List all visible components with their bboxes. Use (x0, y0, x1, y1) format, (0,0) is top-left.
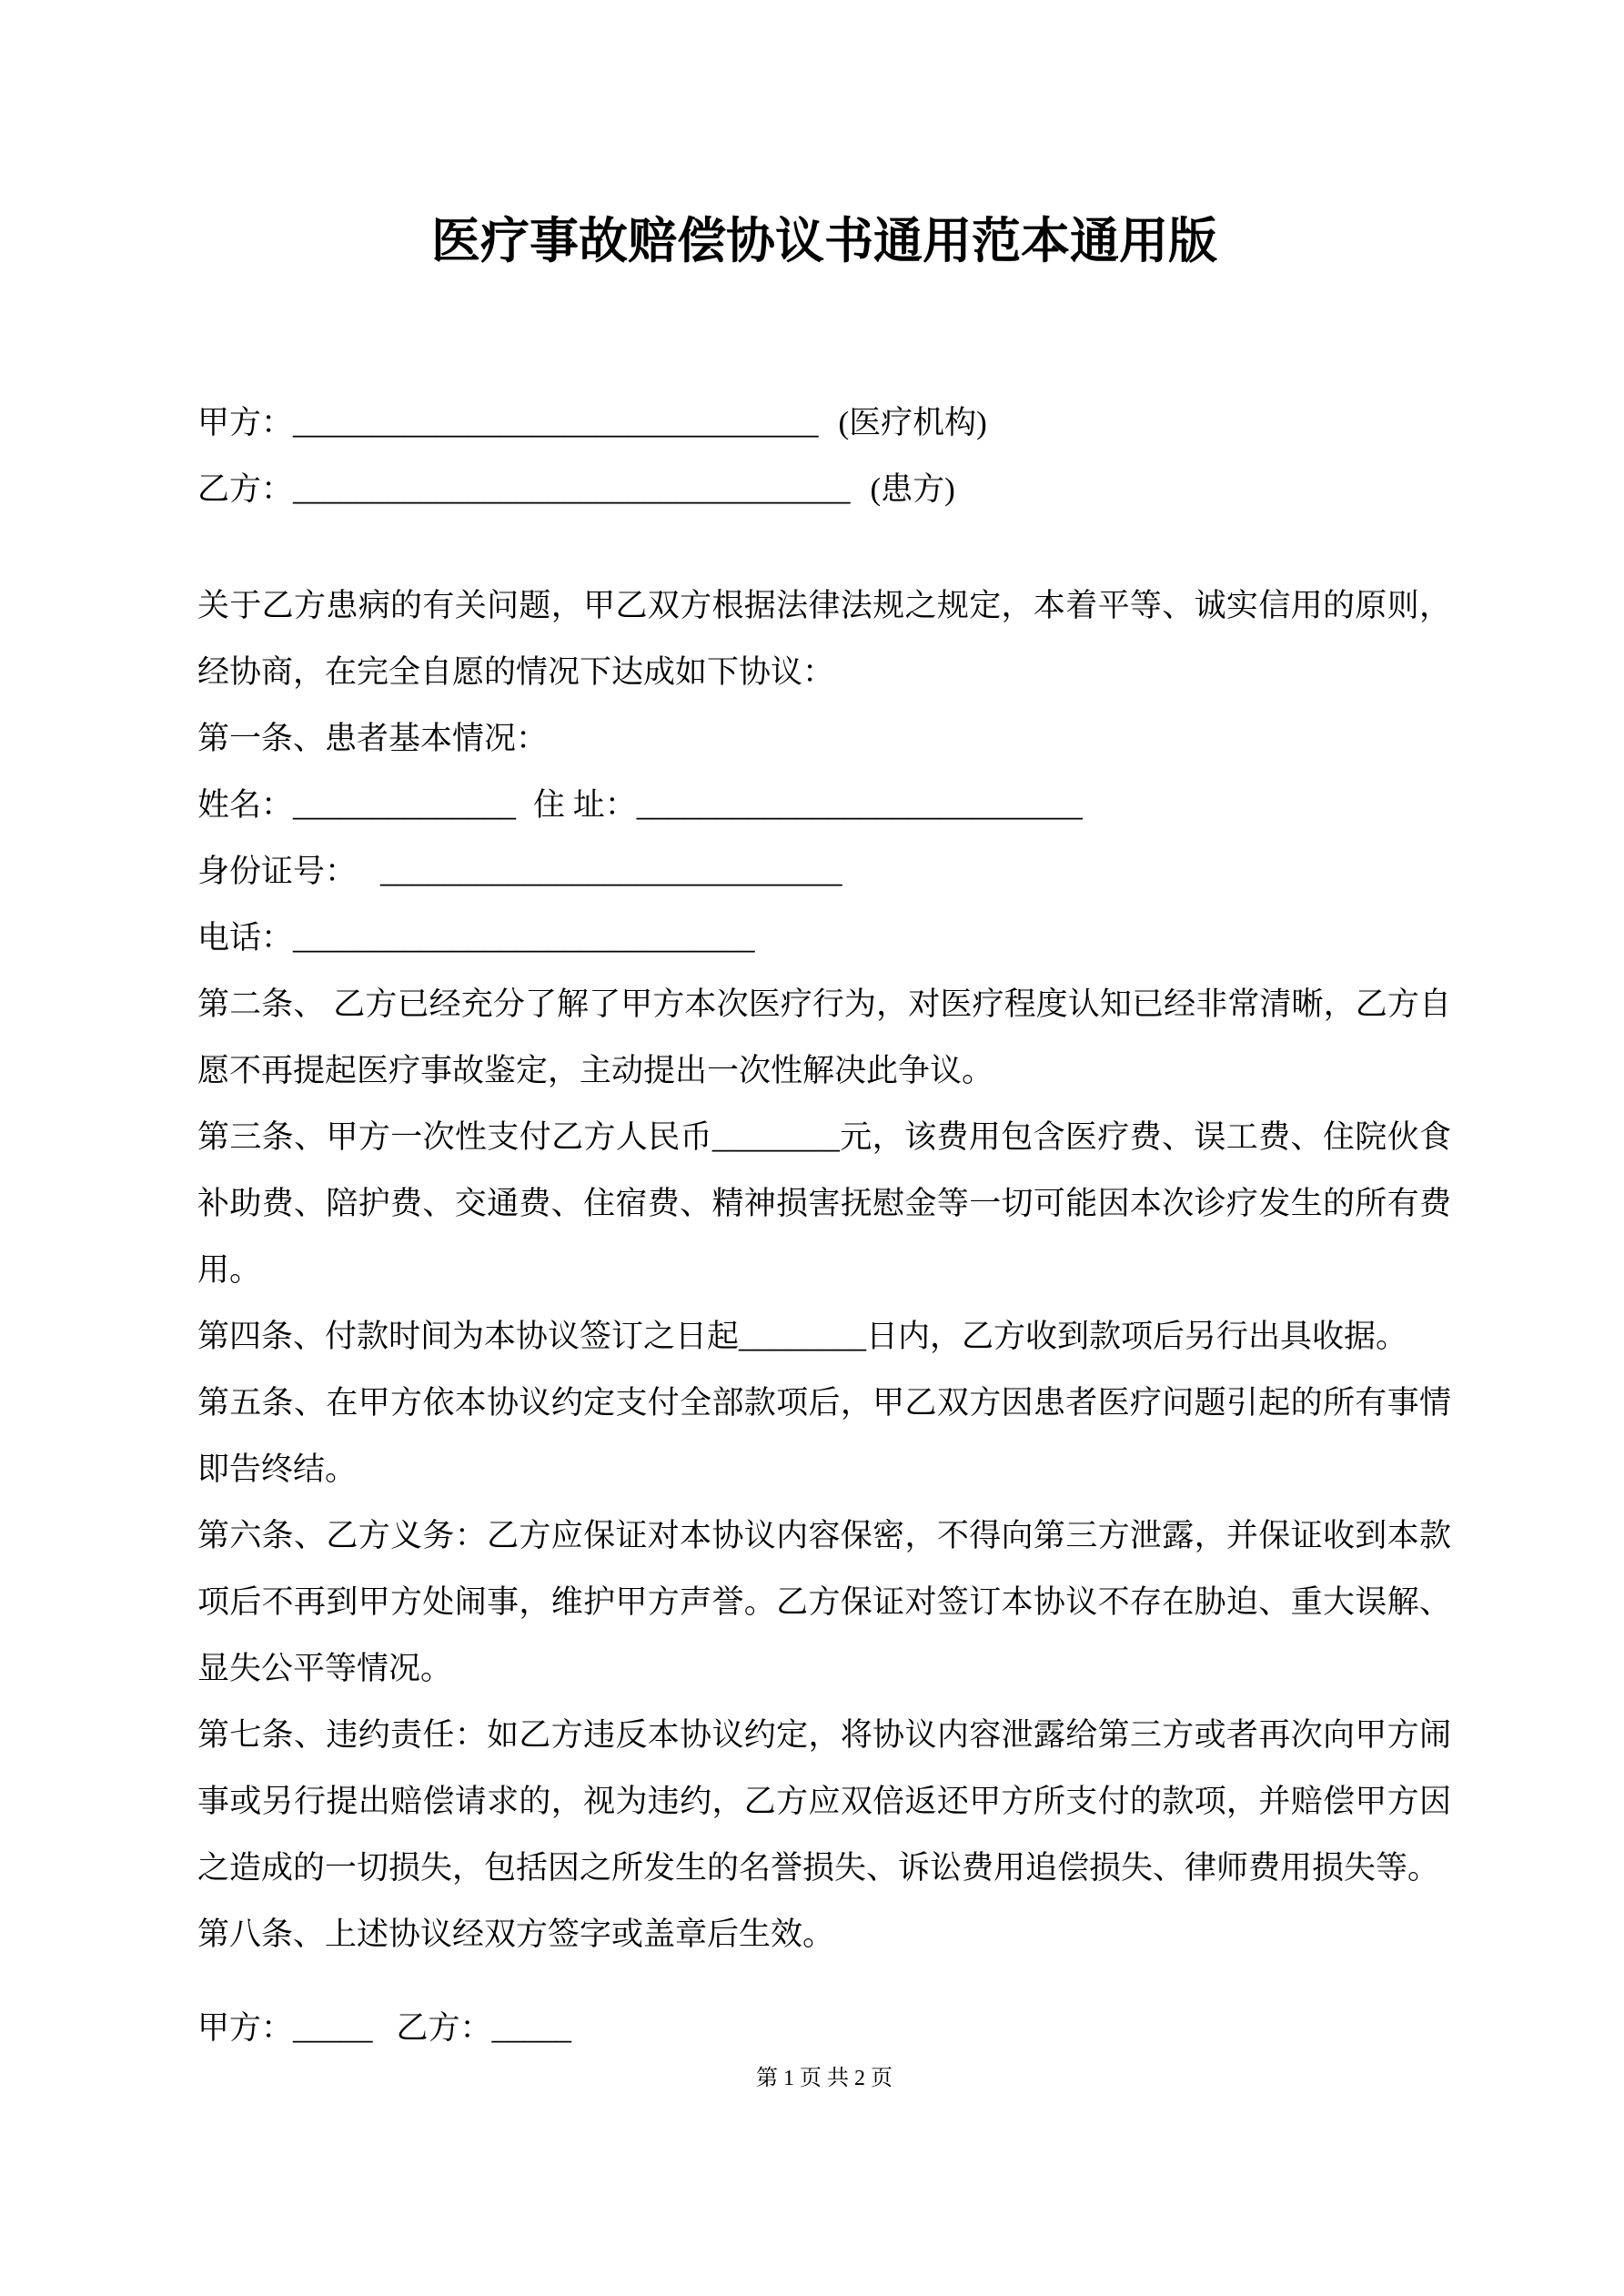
patient-id-label: 身份证号： (197, 854, 358, 889)
patient-phone-blank: _____________________________ (293, 920, 755, 956)
document-page (197, 0, 1451, 2094)
party-b-blank: ___________________________________ (293, 471, 851, 507)
patient-id-line (197, 838, 1451, 905)
signature-party-a-label: 甲方： (197, 2010, 294, 2046)
patient-name-label: 姓名： (197, 787, 294, 823)
party-b-note: (患方) (870, 471, 955, 507)
signature-party-b-blank: _____ (491, 2010, 572, 2046)
patient-name-address-line (197, 772, 1451, 838)
signature-party-a-blank: _____ (293, 2010, 373, 2046)
signature-line (197, 1995, 1451, 2061)
page-title: 医疗事故赔偿协议书通用范本通用版 (431, 214, 1217, 268)
clause-8-paragraph: 第八条、上述协议经双方签字或盖章后生效。 (197, 1917, 835, 1952)
patient-name-blank: ______________ (293, 787, 517, 823)
patient-id-blank: _____________________________ (380, 854, 842, 889)
clause-2-paragraph: 第二条、 乙方已经充分了解了甲方本次医疗行为，对医疗程度认知已经非常清晰，乙方自愿不再提起医疗事故鉴定，主动提出一次性解决此争议。 (197, 986, 1451, 1088)
patient-address-label: 住 址： (533, 787, 637, 823)
clause-4-paragraph: 第四条、付款时间为本协议签订之日起________日内，乙方收到款项后另行出具收据。 (197, 1319, 1408, 1354)
party-b-line (197, 456, 1451, 522)
patient-address-blank: ____________________________ (636, 787, 1083, 823)
party-b-label: 乙方： (197, 471, 294, 507)
party-a-label: 甲方： (197, 405, 294, 440)
patient-phone-line (197, 905, 1451, 971)
clause-1-heading: 第一条、患者基本情况： (197, 721, 549, 756)
intro-paragraph: 关于乙方患病的有关问题，甲乙双方根据法律法规之规定，本着平等、诚实信用的原则，经协商，在完全自愿的情况下达成如下协议： (197, 588, 1451, 690)
clause-5-paragraph: 第五条、在甲方依本协议约定支付全部款项后，甲乙双方因患者医疗问题引起的所有事情即告终结。 (197, 1385, 1451, 1487)
signature-party-b-label: 乙方： (396, 2010, 492, 2046)
party-a-blank: _________________________________ (293, 405, 819, 440)
party-a-note: (医疗机构) (838, 405, 987, 440)
patient-phone-label: 电话： (197, 920, 294, 956)
page-footer: 第 1 页 共 2 页 (756, 2067, 893, 2090)
clause-7-paragraph: 第七条、违约责任：如乙方违反本协议约定，将协议内容泄露给第三方或者再次向甲方闹事或另行提出赔偿请求的，视为违约，乙方应双倍返还甲方所支付的款项，并赔偿甲方因之造成的一切损失，包括因之所发生的名誉损失、诉讼费用追偿损失、律师费用损失等。 (197, 1717, 1451, 1886)
party-a-line (197, 389, 1451, 456)
clause-6-paragraph: 第六条、乙方义务：乙方应保证对本协议内容保密，不得向第三方泄露，并保证收到本款项后不再到甲方处闹事，维护甲方声誉。乙方保证对签订本协议不存在胁迫、重大误解、显失公平等情况。 (197, 1518, 1451, 1686)
clause-3-paragraph: 第三条、甲方一次性支付乙方人民币________元，该费用包含医疗费、误工费、住院伙食补助费、陪护费、交通费、住宿费、精神损害抚慰金等一切可能因本次诊疗发生的所有费用。 (197, 1119, 1451, 1288)
